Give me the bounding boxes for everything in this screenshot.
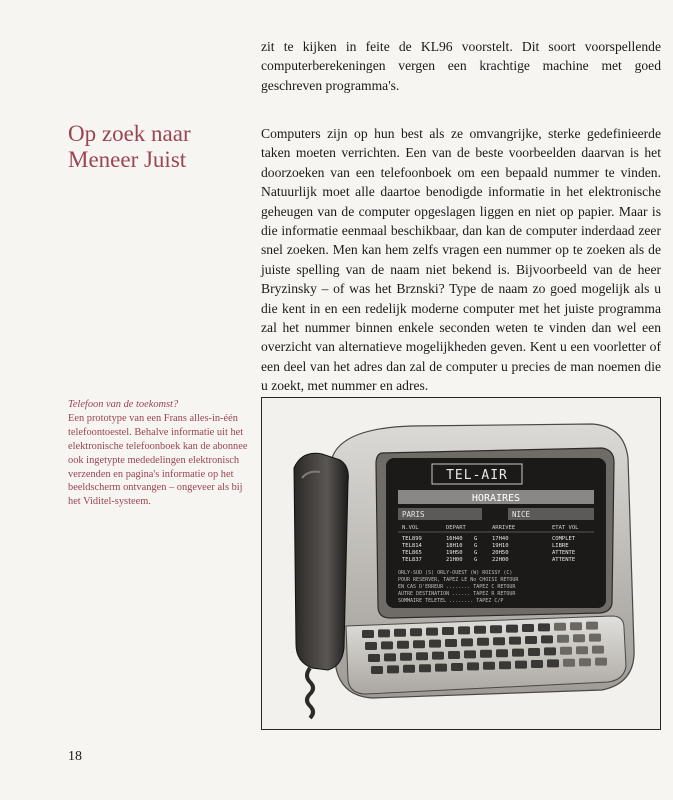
keyboard-key	[541, 635, 553, 643]
svg-text:ATTENTE: ATTENTE	[552, 550, 576, 556]
screen-to: NICE	[512, 510, 531, 519]
keyboard-key	[432, 652, 444, 660]
keyboard-key	[560, 647, 572, 655]
keyboard-key	[426, 628, 438, 636]
telephone-terminal-illustration	[262, 398, 661, 730]
keyboard-key	[394, 629, 406, 637]
svg-text:19H10: 19H10	[492, 543, 509, 549]
screen-footer-line: AUTRE DESTINATION ...... TAPEZ R RETOUR	[398, 591, 516, 597]
svg-text:20H50: 20H50	[492, 550, 509, 556]
keyboard-key	[397, 641, 409, 649]
screen-logo: TEL-AIR	[446, 468, 508, 483]
screen-from: PARIS	[402, 510, 425, 519]
svg-text:LIBRE: LIBRE	[552, 543, 569, 549]
keyboard-key	[525, 636, 537, 644]
keyboard-key	[573, 634, 585, 642]
svg-text:TEL899: TEL899	[402, 536, 422, 542]
keyboard-key	[592, 646, 604, 654]
keyboard-key	[480, 650, 492, 658]
screen-header: HORAIRES	[471, 493, 521, 504]
svg-text:21H00: 21H00	[446, 557, 463, 563]
keyboard-key	[458, 626, 470, 634]
screen-col-2: ARRIVEE	[492, 525, 516, 531]
svg-text:ATTENTE: ATTENTE	[552, 557, 576, 563]
screen-footer-line: SOMMAIRE TELETEL ........ TAPEZ C/P	[398, 598, 504, 604]
caption-title: Telefoon van de toekomst?	[68, 399, 179, 410]
svg-text:G: G	[474, 557, 478, 563]
screen-footer-line: ORLY-SUD (S) ORLY-OUEST (W) ROISSY (C)	[398, 570, 513, 576]
svg-text:COMPLET: COMPLET	[552, 536, 576, 542]
keyboard-key	[410, 628, 422, 636]
svg-text:17H40: 17H40	[492, 536, 509, 542]
keyboard-key	[429, 640, 441, 648]
keyboard-key	[528, 648, 540, 656]
caption-text: Een prototype van een Frans alles-in-één telefoontoestel. Behalve informatie uit het elektronische telefoonboek kan de abonnee ook ingetypte mededelingen elektronisch verzenden en pagina's informatie op het beeldscherm ontvangen – ongeveer als bij het Viditel-systeem.	[68, 412, 248, 508]
keyboard-key	[467, 662, 479, 670]
intro-paragraph: zit te kijken in feite de KL96 voorstelt. Dit soort voorspellende computerberekeningen vergen een krachtige machine met goed geschreven programma's.	[261, 39, 661, 93]
telephone-handset	[294, 453, 348, 670]
keyboard-key	[365, 642, 377, 650]
keyboard-key	[531, 660, 543, 668]
telephone-photo	[261, 397, 661, 730]
keyboard-key	[579, 658, 591, 666]
keyboard-key	[362, 630, 374, 638]
keyboard-key	[378, 629, 390, 637]
keyboard-key	[506, 625, 518, 633]
keyboard-key	[461, 638, 473, 646]
keyboard-key	[586, 622, 598, 630]
screen-footer-line: EN CAS D'ERREUR ........ TAPEZ C RETOUR	[398, 584, 516, 590]
keyboard-key	[477, 638, 489, 646]
keyboard-key	[515, 661, 527, 669]
keyboard-key	[368, 654, 380, 662]
keyboard-key	[563, 659, 575, 667]
screen-col-0: N.VOL	[402, 525, 419, 531]
page-number: 18	[68, 749, 82, 764]
svg-text:G: G	[474, 536, 478, 542]
section-title: Op zoek naar Meneer Juist	[68, 121, 191, 172]
keyboard-key	[570, 622, 582, 630]
keyboard-key	[522, 624, 534, 632]
svg-text:TEL814: TEL814	[402, 543, 422, 549]
keyboard-key	[474, 626, 486, 634]
keyboard-key	[448, 651, 460, 659]
keyboard-key	[442, 627, 454, 635]
keyboard-key	[576, 646, 588, 654]
keyboard-key	[509, 637, 521, 645]
keyboard-key	[384, 653, 396, 661]
keyboard-key	[451, 663, 463, 671]
photo-caption	[68, 398, 256, 509]
keyboard-key	[493, 637, 505, 645]
svg-text:16H40: 16H40	[446, 536, 463, 542]
keyboard-key	[483, 662, 495, 670]
keyboard-key	[416, 652, 428, 660]
keyboard-key	[512, 649, 524, 657]
keyboard-key	[538, 623, 550, 631]
keyboard-key	[544, 647, 556, 655]
keyboard-key	[547, 659, 559, 667]
svg-text:22H00: 22H00	[492, 557, 509, 563]
keyboard-key	[413, 640, 425, 648]
keyboard-key	[445, 639, 457, 647]
svg-text:G: G	[474, 550, 478, 556]
svg-text:18H10: 18H10	[446, 543, 463, 549]
keyboard-key	[435, 664, 447, 672]
keyboard-key	[589, 634, 601, 642]
keyboard-key	[499, 661, 511, 669]
screen-footer-line: POUR RESERVER, TAPEZ LE No CHOISI RETOUR	[398, 577, 519, 583]
keyboard-key	[400, 653, 412, 661]
keyboard-key	[595, 658, 607, 666]
svg-text:19H50: 19H50	[446, 550, 463, 556]
keyboard-key	[371, 666, 383, 674]
svg-text:TEL837: TEL837	[402, 557, 422, 563]
keyboard-key	[557, 635, 569, 643]
svg-text:G: G	[474, 543, 478, 549]
keyboard-key	[419, 664, 431, 672]
screen-col-3: ETAT VOL	[552, 525, 579, 531]
body-paragraph: Computers zijn op hun best als ze omvangrijke, sterke gedefinieerde taken moeten verrichten. Een van de beste voorbeelden daarvan is het doorzoeken van een telefoonboek om een bepaald nummer te vinden. Natuurlijk moet alle daartoe benodigde informatie in het elektronische geheugen van de computer opgeslagen liggen en niet op papier. Maar is die informatie eenmaal beschikbaar, dan kan de computer inderdaad zeer snel zoeken. Men kan hem zelfs vragen een nummer op te zoeken als de juiste spelling van de naam niet bekend is. Bijvoorbeeld van de heer Bryzinsky – of was het Brznski? Type de naam zo goed mogelijk als u die kent in en een redelijk moderne computer met het juiste programma zal het nummer binnen enkele seconden weten te vinden dan wel een overzicht van alternatieve mogelijkheden geven. Kent u een voorletter of een deel van het adres dan zal de computer u precies de man noemen die u zoekt, met nummer en adres.	[261, 126, 661, 394]
keyboard-key	[387, 665, 399, 673]
screen-col-1: DEPART	[446, 525, 466, 531]
svg-text:TEL865: TEL865	[402, 550, 422, 556]
keyboard-key	[381, 641, 393, 649]
keyboard-key	[464, 650, 476, 658]
keyboard-key	[496, 649, 508, 657]
keyboard-key	[403, 665, 415, 673]
keyboard-key	[490, 625, 502, 633]
keyboard-key	[554, 623, 566, 631]
